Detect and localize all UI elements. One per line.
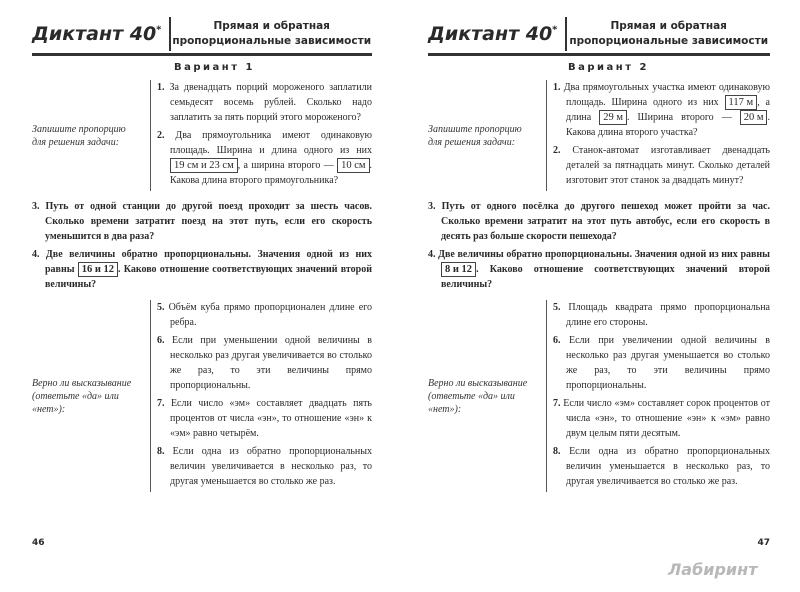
title-text: Диктант 40 <box>428 22 553 45</box>
variant-label: Вариант 2 <box>568 62 649 73</box>
question-number: 6. <box>157 335 165 346</box>
page-number: 46 <box>32 538 45 548</box>
questions-1-2 <box>546 80 770 191</box>
question-text: Путь от одного посёлка до другого пешеход может пройти за час. Сколько времени затратит на этот путь автобус, если его скорость в десять раз больше скорости пешехода? <box>435 201 770 242</box>
question-text: Два прямоугольных участка имеют одинаковую площадь. Ширина одного из них <box>560 82 770 108</box>
question-number: 7. <box>157 398 165 409</box>
boxed-value: 16 и 12 <box>78 262 118 277</box>
question-text: . Какова длина второго участка? <box>566 112 770 138</box>
topic-line-2: пропорциональные зависимости <box>569 34 769 47</box>
questions-5-8 <box>150 300 372 492</box>
question-number: 5. <box>157 302 165 313</box>
question-number: 8. <box>553 446 561 457</box>
question-text: , а ширина второго — <box>237 160 338 171</box>
question-item <box>157 396 372 441</box>
boxed-value: 117 м <box>725 95 758 110</box>
instruction-true-false: Верно ли высказывание (ответьте «да» или «нет»): <box>32 377 132 415</box>
question-number: 1. <box>157 82 165 93</box>
question-item <box>553 300 770 330</box>
question-item <box>32 199 372 244</box>
topic-title <box>171 19 372 49</box>
question-text: Путь от одной станции до другой поезд проходит за шесть часов. Сколько времени затратит поезд на этот путь, если его скорость уменьшится в два раза? <box>39 201 372 242</box>
question-item <box>32 247 372 292</box>
dictation-title <box>428 17 567 51</box>
questions-3-4 <box>32 199 372 292</box>
question-item <box>553 333 770 393</box>
variant-label: Вариант 1 <box>174 62 255 73</box>
title-text: Диктант 40 <box>32 22 157 45</box>
questions-3-4 <box>428 199 770 292</box>
questions-5-8 <box>546 300 770 492</box>
page-header <box>428 14 770 56</box>
instruction-true-false: Верно ли высказывание (ответьте «да» или «нет»): <box>428 377 528 415</box>
question-number: 4. <box>32 249 40 260</box>
boxed-value: 20 м <box>740 110 768 125</box>
question-number: 6. <box>553 335 561 346</box>
title-sup: * <box>156 24 162 36</box>
question-text: Объём куба прямо пропорционален длине его ребра. <box>164 302 372 328</box>
instruction-proportion: Запишите пропорцию для решения задачи: <box>32 123 126 148</box>
question-item <box>553 396 770 441</box>
question-text: Если при уменьшении одной величины в несколько раз другая увеличивается во столько же раз, то эти величины прямо пропорциональны. <box>164 335 372 391</box>
questions-1-2 <box>150 80 372 191</box>
question-text: Станок-автомат изготавливает двенадцать деталей за пятнадцать минут. Сколько деталей изготовит этот станок за двадцать минут? <box>560 145 770 186</box>
section-proportion <box>428 80 770 191</box>
question-number: 7. <box>553 398 561 409</box>
question-item <box>157 128 372 188</box>
question-text: . Каково отношение соответствующих значений второй величины? <box>45 264 373 290</box>
instruction-proportion: Запишите пропорцию для решения задачи: <box>428 123 522 148</box>
question-number: 4. <box>428 249 436 260</box>
question-text: . Какова длина второго прямоугольника? <box>170 160 372 186</box>
question-text: Если число «эм» составляет двадцать пять процентов от числа «эн», то отношение «эн» к «эм» равно четырём. <box>164 398 372 439</box>
section-true-false <box>428 300 770 492</box>
question-text: За двенадцать порций мороженого заплатили семьдесят восемь рублей. Сколько надо заплатить за пять порций этого мороженого? <box>164 82 372 123</box>
boxed-value: 29 м <box>599 110 627 125</box>
question-number: 1. <box>553 82 561 93</box>
question-number: 5. <box>553 302 561 313</box>
boxed-value: 8 и 12 <box>441 262 476 277</box>
question-text: , а длина <box>566 97 770 123</box>
title-sup: * <box>552 24 558 36</box>
topic-line-1: Прямая и обратная <box>610 19 727 32</box>
question-number: 3. <box>32 201 40 212</box>
page-header <box>32 14 372 56</box>
question-item <box>428 247 770 292</box>
question-text: Две величины обратно пропорциональны. Значения одной из них равны <box>39 249 372 275</box>
question-text: Если число «эм» составляет сорок процентов от числа «эн», то отношение «эн» к «эм» равно двум целым пяти десятым. <box>560 398 770 439</box>
topic-title <box>567 19 770 49</box>
section-proportion <box>32 80 372 191</box>
page-number: 47 <box>757 538 770 548</box>
boxed-value: 19 см и 23 см <box>170 158 238 173</box>
question-item <box>157 300 372 330</box>
question-item <box>553 143 770 188</box>
right-page <box>428 0 770 592</box>
question-text: Если одна из обратно пропорциональных величин увеличивается в несколько раз, то другая уменьшается во столько же раз. <box>164 446 372 487</box>
question-text: . Ширина второго — <box>627 112 740 123</box>
question-number: 8. <box>157 446 165 457</box>
question-item <box>553 80 770 140</box>
left-page <box>32 0 372 592</box>
question-item <box>157 333 372 393</box>
question-item <box>553 444 770 489</box>
question-item <box>157 444 372 489</box>
watermark-logo: Лабиринт <box>668 560 758 579</box>
question-text: Если при увеличении одной величины в несколько раз другая уменьшается во столько же раз, то эти величины прямо пропорциональны. <box>560 335 770 391</box>
question-number: 2. <box>553 145 561 156</box>
question-text: . Каково отношение соответствующих значений второй величины? <box>441 264 770 290</box>
question-text: Площадь квадрата прямо пропорциональна длине его стороны. <box>560 302 770 328</box>
question-text: Если одна из обратно пропорциональных величин уменьшается в несколько раз, то другая увеличивается во столько же раз. <box>560 446 770 487</box>
question-item <box>428 199 770 244</box>
dictation-title <box>32 17 171 51</box>
topic-line-2: пропорциональные зависимости <box>172 34 372 47</box>
question-text: Два прямоугольника имеют одинаковую площадь. Ширина и длина одного из них <box>164 130 372 156</box>
section-true-false <box>32 300 372 492</box>
question-item <box>157 80 372 125</box>
question-number: 3. <box>428 201 436 212</box>
question-text: Две величины обратно пропорциональны. Значения одной из них равны <box>435 249 770 260</box>
topic-line-1: Прямая и обратная <box>213 19 330 32</box>
boxed-value: 10 см <box>337 158 369 173</box>
question-number: 2. <box>157 130 165 141</box>
